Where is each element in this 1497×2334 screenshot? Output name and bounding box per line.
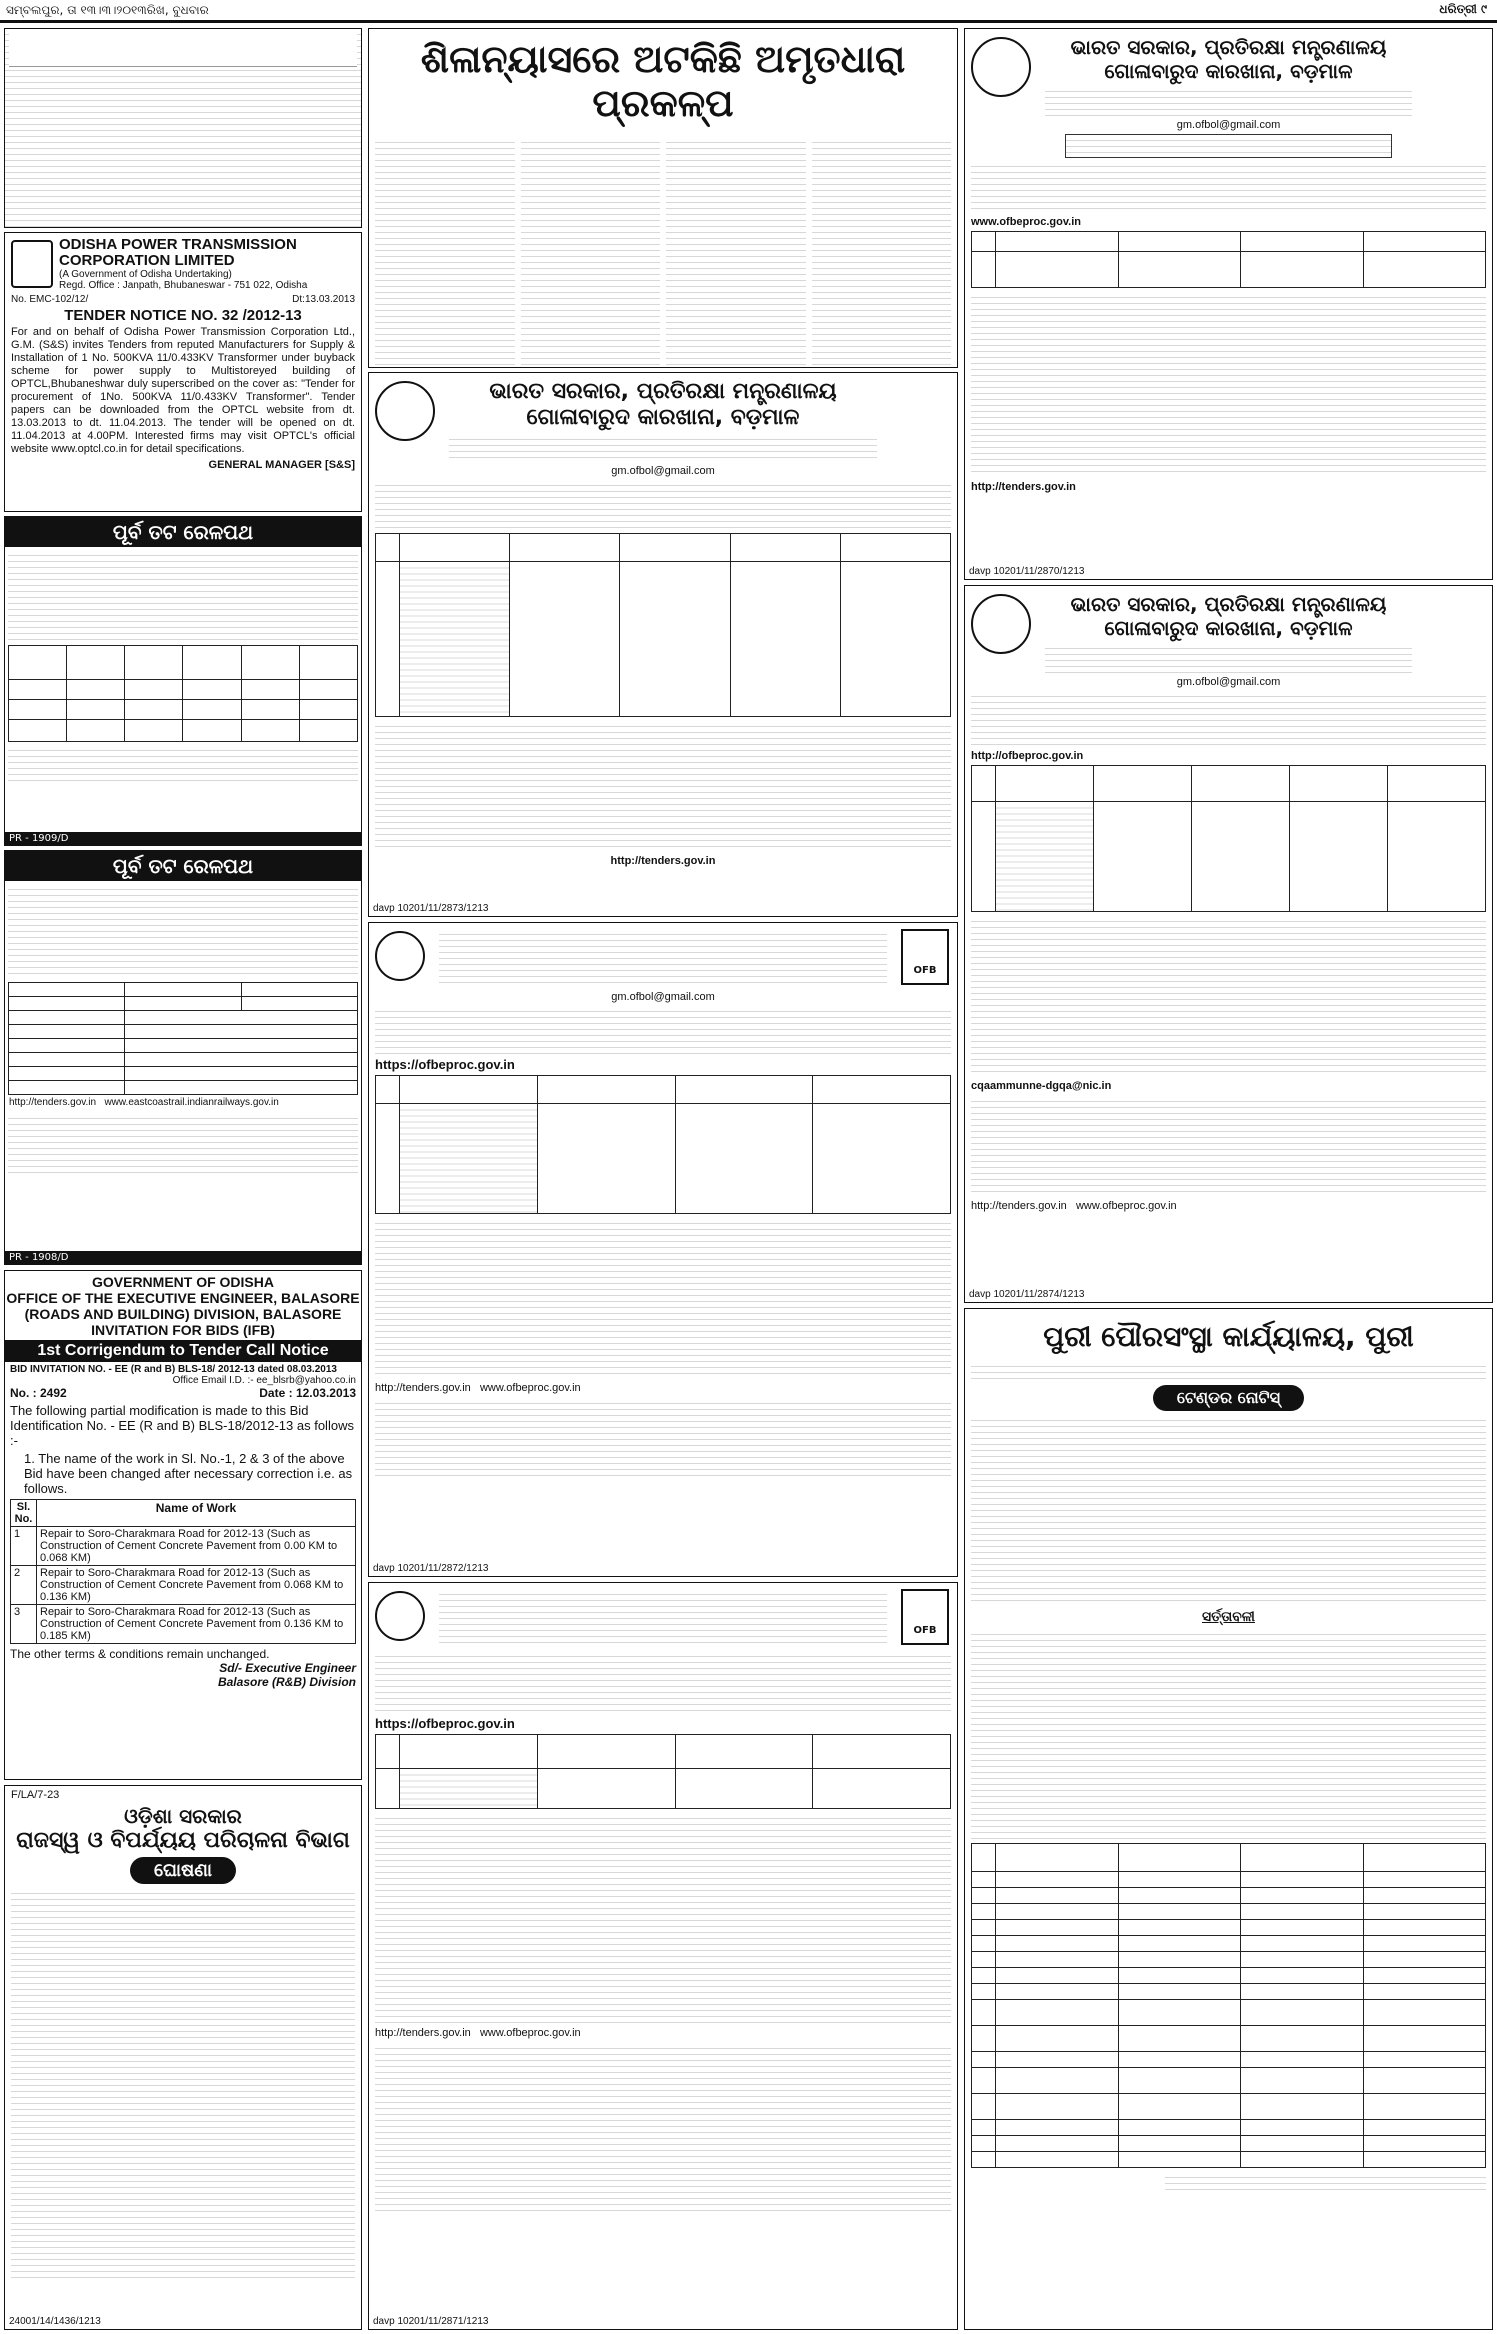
- ofb2-url[interactable]: https://ofbeproc.gov.in: [375, 1057, 515, 1072]
- ecr-body-2: [8, 884, 358, 979]
- balasore-l1: GOVERNMENT OF ODISHA: [91, 1274, 274, 1290]
- right1-url2[interactable]: http://tenders.gov.in: [971, 481, 1076, 493]
- optcl-tender-notice: [4, 232, 362, 512]
- right2-email2[interactable]: cqaammunne-dgqa@nic.in: [971, 1080, 1112, 1092]
- balasore-corrigendum: [4, 1270, 362, 1780]
- article-col-4: [812, 137, 952, 368]
- ecr-title-2: ପୂର୍ବ ତଟ ରେଳପଥ: [5, 851, 361, 881]
- right2-title2: ଗୋଳାବାରୁଦ କାରଖାନା, ବଡ଼ମାଳ: [1104, 616, 1353, 640]
- ofb1-table: [375, 533, 951, 717]
- ofb1-address: [449, 434, 877, 462]
- right1-davp: davp 10201/11/2870/1213: [969, 566, 1085, 577]
- ecr-pr-1: PR - 1909/D: [5, 832, 361, 845]
- ofb1-title2: ଗୋଳାବାରୁଦ କାରଖାନା, ବଡ଼ମାଳ: [526, 405, 800, 430]
- ecr-footer-2: [8, 1113, 358, 1173]
- right1-intro: [971, 161, 1486, 213]
- table-row: 3 Repair to Soro-Charakmara Road for 2012-13 (Such as Construction of Cement Concrete Pavement from 0.136 KM to 0.185 KM): [11, 1605, 356, 1644]
- right2-url[interactable]: http://ofbeproc.gov.in: [971, 750, 1084, 762]
- puri-conditions-body: [971, 1629, 1486, 1839]
- right2-address: [1045, 643, 1412, 673]
- puri-conditions: ସର୍ତ୍ତାବଳୀ: [1202, 1609, 1255, 1625]
- right-tender-2: [964, 585, 1493, 1303]
- ecr-pr-2: PR - 1908/D: [5, 1251, 361, 1264]
- optcl-date: Dt:13.03.2013: [292, 294, 355, 305]
- revenue-body: [11, 1888, 355, 2283]
- balasore-bid: BID INVITATION NO. - EE (R and B) BLS-18/ 2012-13 dated 08.03.2013: [10, 1364, 337, 1375]
- ofb1-email: gm.ofbol@gmail.com: [611, 465, 715, 477]
- puri-tender: [964, 1308, 1493, 2330]
- ofb-logo: OFB: [901, 1589, 949, 1645]
- ofb2-intro: [375, 1006, 951, 1054]
- ofb2-table: [375, 1075, 951, 1214]
- govt-emblem: [971, 594, 1031, 654]
- ofb-logo: OFB: [901, 929, 949, 985]
- main-headline: ଶିଳାନ୍ୟାସରେ ଅଟକିଛି ଅମୃତଧାରା ପ୍ରକଳ୍ପ: [420, 37, 906, 125]
- govt-emblem: [971, 37, 1031, 97]
- ecr-footer-1: [8, 745, 358, 785]
- ofb1-title1: ଭାରତ ସରକାର, ପ୍ରତିରକ୍ଷା ମନ୍ତ୍ରଣାଳୟ: [489, 379, 837, 404]
- revenue-code: F/LA/7-23: [11, 1789, 60, 1801]
- ecr-table-1: [8, 645, 358, 742]
- ecr-table-2: [8, 982, 358, 1095]
- right2-intro: [971, 691, 1486, 747]
- right2-title1: ଭାରତ ସରକାର, ପ୍ରତିରକ୍ଷା ମନ୍ତ୍ରଣାଳୟ: [1070, 592, 1387, 616]
- balasore-l4: INVITATION FOR BIDS (IFB): [91, 1322, 275, 1338]
- ecr-notice-2: [4, 850, 362, 1265]
- optcl-notice-title: TENDER NOTICE NO. 32 /2012-13: [64, 307, 302, 324]
- article-col-3: [666, 137, 806, 368]
- ofb1-terms: [375, 721, 951, 851]
- balasore-other: The other terms & conditions remain unchanged.: [10, 1647, 270, 1661]
- optcl-no: No. EMC-102/12/: [11, 294, 89, 305]
- right-tender-1: [964, 28, 1493, 580]
- ofb3-url2[interactable]: http://tenders.gov.in: [375, 2027, 471, 2039]
- ofb3-intro: [375, 1651, 951, 1713]
- puri-sign: [1165, 2172, 1486, 2192]
- right1-address: [1045, 86, 1412, 116]
- revenue-notice: [4, 1785, 362, 2330]
- balasore-sign1: Sd/- Executive Engineer: [219, 1661, 356, 1675]
- balasore-email: Office Email I.D. :- ee_blsrb@yahoo.co.in: [172, 1375, 356, 1386]
- ecr-title-1: ପୂର୍ବ ତଟ ରେଳପଥ: [5, 517, 361, 547]
- puri-intro: [971, 1415, 1486, 1605]
- right1-title1: ଭାରତ ସରକାର, ପ୍ରତିରକ୍ଷା ମନ୍ତ୍ରଣାଳୟ: [1070, 35, 1387, 59]
- ofb-tender-2: [368, 922, 958, 1577]
- optcl-logo: [11, 240, 53, 288]
- ofb2-header: [439, 929, 887, 985]
- article-col-1: [375, 137, 515, 368]
- optcl-sign: GENERAL MANAGER [S&S]: [208, 459, 355, 471]
- date-line: ସମ୍ବଲପୁର, ତା ୧୩।୩।୨୦୧୩ରିଖ, ବୁଧବାର: [6, 3, 209, 17]
- ofb-tender-3: [368, 1582, 958, 2330]
- ofb1-intro: [375, 480, 951, 530]
- right2-url3[interactable]: www.ofbeproc.gov.in: [1075, 1200, 1177, 1212]
- revenue-t2: ରାଜସ୍ୱ ଓ ବିପର୍ଯ୍ୟୟ ପରିଚାଳନା ବିଭାଗ: [16, 1828, 350, 1853]
- ofb2-url2[interactable]: http://tenders.gov.in: [375, 1382, 471, 1394]
- right1-table: [971, 231, 1486, 288]
- ofb2-terms: [375, 1218, 951, 1378]
- right2-notes: [971, 1096, 1486, 1196]
- ecr-url2[interactable]: www.eastcoastrail.indianrailways.gov.in: [104, 1097, 279, 1108]
- balasore-table: [10, 1499, 356, 1644]
- th-work: Name of Work: [37, 1500, 356, 1527]
- optcl-org: ODISHA POWER TRANSMISSION CORPORATION LIMITED: [59, 236, 297, 269]
- optcl-sub: (A Government of Odisha Undertaking): [59, 269, 232, 280]
- puri-ref: [971, 1361, 1486, 1379]
- ecr-url[interactable]: http://tenders.gov.in: [9, 1097, 97, 1108]
- puri-pill: ଟେଣ୍ଡର ନୋଟିସ୍: [1153, 1385, 1304, 1411]
- balasore-banner: 1st Corrigendum to Tender Call Notice: [5, 1340, 361, 1362]
- ofb2-davp: davp 10201/11/2872/1213: [373, 1563, 489, 1574]
- ofb3-footer: [375, 2043, 951, 2213]
- right2-email: gm.ofbol@gmail.com: [1176, 676, 1281, 688]
- revenue-pill: ଘୋଷଣା: [130, 1857, 236, 1884]
- masthead: [0, 0, 1497, 20]
- balasore-sign2: Balasore (R&B) Division: [217, 1675, 356, 1689]
- ofb1-davp: davp 10201/11/2873/1213: [373, 903, 489, 914]
- govt-emblem: [375, 381, 435, 441]
- right1-terms: [971, 292, 1486, 477]
- right2-davp: davp 10201/11/2874/1213: [969, 1289, 1085, 1300]
- ofb3-header: [439, 1589, 887, 1645]
- ofb2-footer: [375, 1398, 951, 1478]
- ecr-notice-1: [4, 516, 362, 846]
- ofb2-email: gm.ofbol@gmail.com: [611, 991, 715, 1003]
- ecr-body-1: [8, 550, 358, 642]
- ofb3-url[interactable]: https://ofbeproc.gov.in: [375, 1716, 515, 1731]
- main-article: [368, 28, 958, 368]
- balasore-para: The following partial modification is made to this Bid Identification No. - EE (R and B) BLS-18/2012-13 as follows :-: [10, 1403, 354, 1448]
- right2-table: [971, 765, 1486, 912]
- balasore-no: No. : 2492: [10, 1386, 67, 1400]
- balasore-point: 1. The name of the work in Sl. No.-1, 2 & 3 of the above Bid have been changed after necessary correction i.e. as follows.: [24, 1451, 353, 1496]
- ofb2-url3[interactable]: www.ofbeproc.gov.in: [479, 1382, 581, 1394]
- balasore-l2: OFFICE OF THE EXECUTIVE ENGINEER, BALASORE: [6, 1290, 360, 1306]
- right1-title2: ଗୋଳାବାରୁଦ କାରଖାନା, ବଡ଼ମାଳ: [1104, 59, 1353, 83]
- ofb3-url3[interactable]: www.ofbeproc.gov.in: [479, 2027, 581, 2039]
- govt-emblem: [375, 1591, 425, 1641]
- table-row: 1 Repair to Soro-Charakmara Road for 2012-13 (Such as Construction of Cement Concrete Pavement from 0.00 KM to 0.068 KM): [11, 1527, 356, 1566]
- article-headline-placeholder: [9, 33, 357, 67]
- table-row: 2 Repair to Soro-Charakmara Road for 2012-13 (Such as Construction of Cement Concrete Pavement from 0.068 KM to 0.136 KM): [11, 1566, 356, 1605]
- ofb3-davp: davp 10201/11/2871/1213: [373, 2316, 489, 2327]
- masthead-rule: [0, 20, 1497, 23]
- puri-table: [971, 1843, 1486, 2168]
- govt-emblem: [375, 931, 425, 981]
- ofb3-table: [375, 1734, 951, 1809]
- page-tag: ଧରିତ୍ରୀ ୯: [1439, 2, 1487, 16]
- article-left-top: [4, 28, 362, 228]
- article-col-2: [521, 137, 661, 368]
- revenue-t1: ଓଡ଼ିଶା ସରକାର: [124, 1804, 242, 1828]
- right1-subtitle: [1065, 134, 1392, 158]
- balasore-l3: (ROADS AND BUILDING) DIVISION, BALASORE: [24, 1306, 342, 1322]
- right2-terms: [971, 916, 1486, 1076]
- right1-email: gm.ofbol@gmail.com: [1176, 119, 1281, 131]
- optcl-body: For and on behalf of Odisha Power Transmission Corporation Ltd., G.M. (S&S) invites Tenders from reputed Manufacturers for Supply & Installation of 1 No. 500KVA 11/0.433KV Transformer under buyback scheme for power supply to Multistoreyed building of OPTCL,Bhubaneshwar duly superscribed on the cover as: "Tender for procurement of 1No. 500KVA 11/0.433KV Transformer". Tender papers can be downloaded from the OPTCL website from dt. 13.03.2013 to dt. 11.04.2013. The tender will be opened on dt. 11.04.2013 at 4.00PM. Interested firms may visit OPTCL's official website www.optcl.co.in for detail specifications.: [11, 326, 355, 455]
- right2-url2[interactable]: http://tenders.gov.in: [971, 1200, 1067, 1212]
- balasore-date: Date : 12.03.2013: [259, 1386, 356, 1400]
- ofb-tender-1: [368, 372, 958, 917]
- th-sl: Sl. No.: [11, 1500, 37, 1527]
- puri-title: ପୁରୀ ପୌରସଂସ୍ଥା କାର୍ଯ୍ୟାଳୟ, ପୁରୀ: [1043, 1320, 1414, 1353]
- ofb1-url[interactable]: http://tenders.gov.in: [610, 855, 716, 867]
- right1-url[interactable]: www.ofbeproc.gov.in: [971, 216, 1081, 228]
- optcl-addr: Regd. Office : Janpath, Bhubaneswar - 751 022, Odisha: [59, 280, 308, 291]
- revenue-foot: 24001/14/1436/1213: [9, 2316, 101, 2327]
- ofb3-terms: [375, 1813, 951, 2023]
